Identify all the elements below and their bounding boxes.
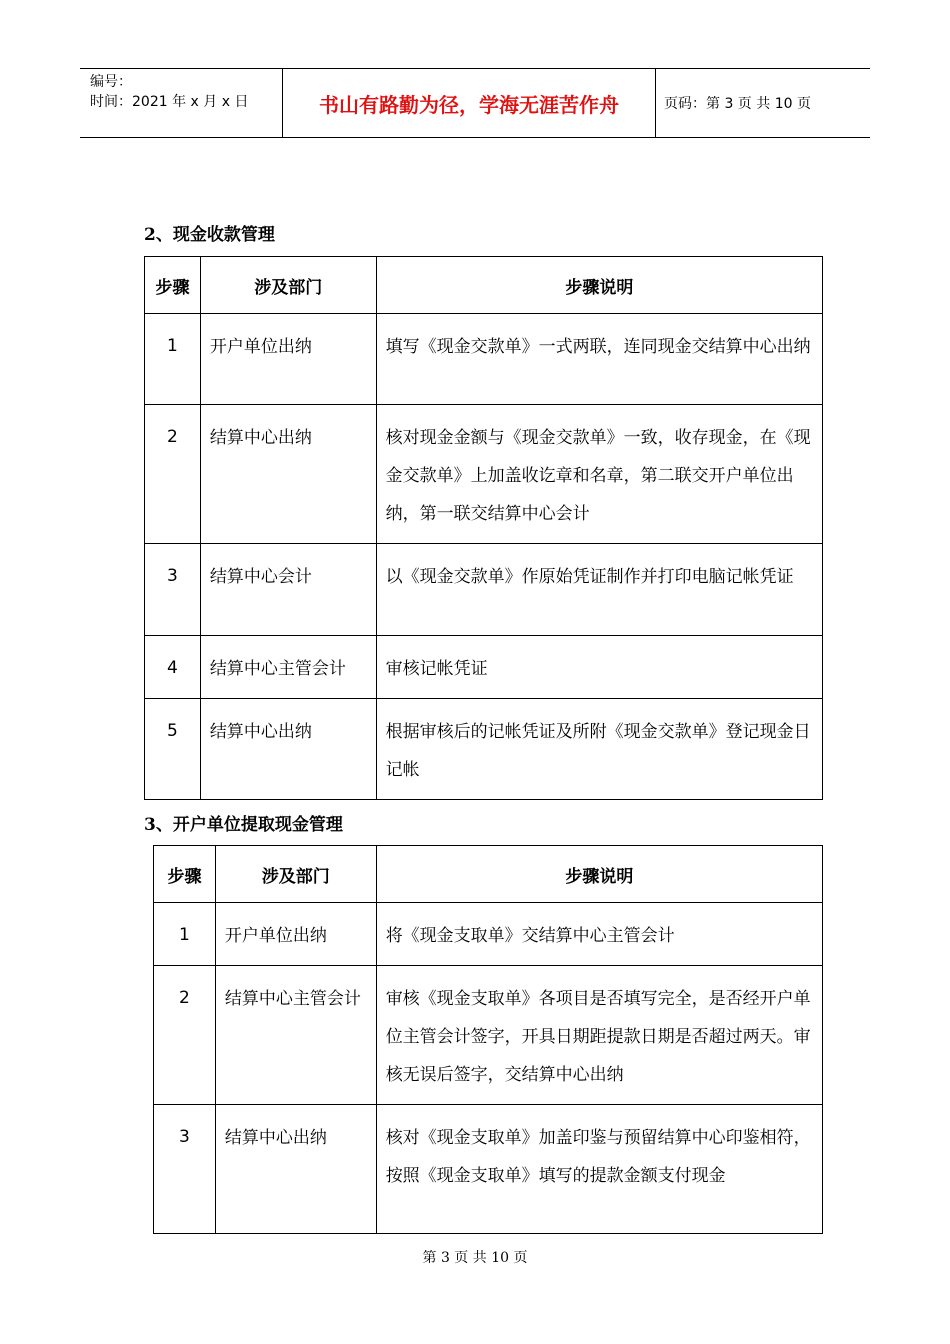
step-number: 1 xyxy=(145,314,201,405)
desc-cell: 审核记帐凭证 xyxy=(376,636,822,699)
desc-cell: 核对现金金额与《现金交款单》一致，收存现金，在《现金交款单》上加盖收讫章和名章，第二联交开户单位出纳，第一联交结算中心会计 xyxy=(376,405,822,544)
desc-cell: 根据审核后的记帐凭证及所附《现金交款单》登记现金日记帐 xyxy=(376,699,822,800)
desc-cell: 以《现金交款单》作原始凭证制作并打印电脑记帐凭证 xyxy=(376,544,822,636)
cash-receipt-table xyxy=(144,256,823,800)
motto-text: 书山有路勤为径，学海无涯苦作舟 xyxy=(319,92,619,117)
dept-cell: 结算中心会计 xyxy=(200,544,376,636)
table-row xyxy=(145,544,823,636)
section-title-cash-withdrawal: 3、开户单位提取现金管理 xyxy=(144,815,343,835)
table-row xyxy=(145,314,823,405)
header-meta-cell xyxy=(80,69,283,137)
table-row xyxy=(154,966,823,1105)
cash-withdrawal-table xyxy=(153,845,823,1234)
desc-cell: 审核《现金支取单》各项目是否填写完全，是否经开户单位主管会计签字，开具日期距提款日期是否超过两天。审核无误后签字，交结算中心出纳 xyxy=(376,966,822,1105)
header-motto-cell xyxy=(283,69,656,137)
desc-cell: 将《现金支取单》交结算中心主管会计 xyxy=(376,903,822,966)
dept-cell: 开户单位出纳 xyxy=(215,903,376,966)
step-number: 1 xyxy=(154,903,216,966)
table-row xyxy=(145,405,823,544)
column-header-desc: 步骤说明 xyxy=(376,846,822,903)
column-header-step: 步骤 xyxy=(145,257,201,314)
step-number: 5 xyxy=(145,699,201,800)
page-header xyxy=(80,68,870,138)
column-header-desc: 步骤说明 xyxy=(376,257,822,314)
dept-cell: 结算中心出纳 xyxy=(200,699,376,800)
table-row xyxy=(154,903,823,966)
page-info: 页码：第 3 页 共 10 页 xyxy=(664,96,811,112)
dept-cell: 结算中心主管会计 xyxy=(215,966,376,1105)
header-page-cell xyxy=(656,69,870,137)
column-header-dept: 涉及部门 xyxy=(215,846,376,903)
table-row xyxy=(145,636,823,699)
column-header-step: 步骤 xyxy=(154,846,216,903)
dept-cell: 开户单位出纳 xyxy=(200,314,376,405)
step-number: 4 xyxy=(145,636,201,699)
number-label: 编号： xyxy=(90,74,132,90)
dept-cell: 结算中心出纳 xyxy=(215,1105,376,1234)
step-number: 3 xyxy=(154,1105,216,1234)
table-row xyxy=(154,1105,823,1234)
table-row xyxy=(145,699,823,800)
step-number: 2 xyxy=(154,966,216,1105)
desc-cell: 核对《现金支取单》加盖印鉴与预留结算中心印鉴相符，按照《现金支取单》填写的提款金额支付现金 xyxy=(376,1105,822,1234)
section-title-cash-receipt: 2、现金收款管理 xyxy=(144,225,275,245)
column-header-dept: 涉及部门 xyxy=(200,257,376,314)
step-number: 2 xyxy=(145,405,201,544)
dept-cell: 结算中心出纳 xyxy=(200,405,376,544)
time-label: 时间：2021 年 x 月 x 日 xyxy=(90,94,249,110)
table-header-row xyxy=(145,257,823,314)
desc-cell: 填写《现金交款单》一式两联，连同现金交结算中心出纳 xyxy=(376,314,822,405)
page-footer: 第 3 页 共 10 页 xyxy=(422,1250,528,1266)
dept-cell: 结算中心主管会计 xyxy=(200,636,376,699)
step-number: 3 xyxy=(145,544,201,636)
table-header-row xyxy=(154,846,823,903)
